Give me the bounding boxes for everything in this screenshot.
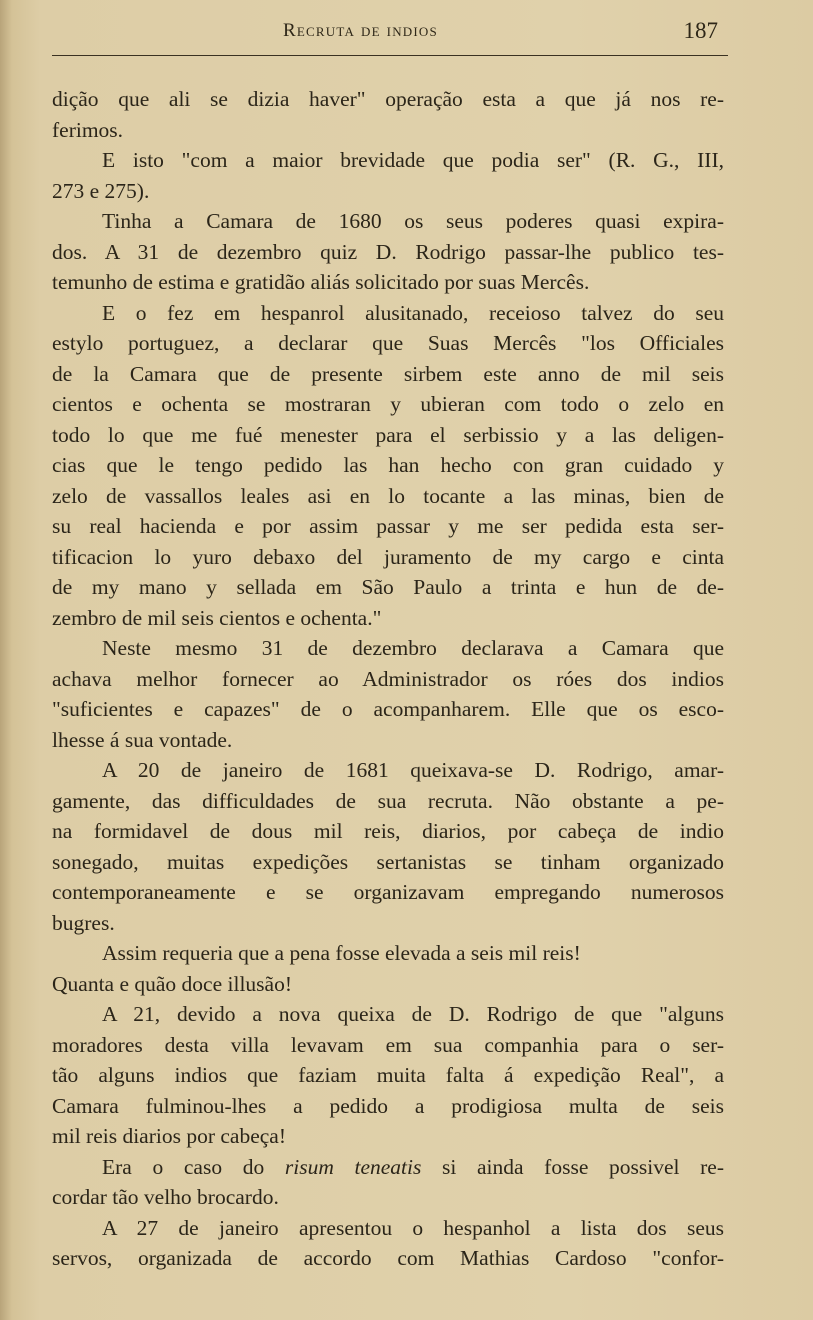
text-line: zembro de mil seis cientos e ochenta." bbox=[52, 605, 382, 630]
text-segment: Era o caso do bbox=[102, 1154, 285, 1179]
header-rule bbox=[52, 55, 728, 56]
text-segment: si ainda fosse possivel re- bbox=[421, 1154, 724, 1179]
text-line: na formidavel de dous mil reis, diarios, por cabeça de indio bbox=[52, 819, 724, 843]
text-line bbox=[52, 1152, 724, 1183]
page-number: 187 bbox=[683, 18, 718, 43]
text-line: tão alguns indios que faziam muita falta á expedição Real", a bbox=[52, 1063, 724, 1087]
latin-phrase: risum teneatis bbox=[284, 1154, 422, 1179]
text-line: E o fez em hespanrol alusitanado, receioso talvez do seu bbox=[102, 300, 724, 325]
text-line: Tinha a Camara de 1680 os seus poderes quasi expira- bbox=[102, 209, 724, 233]
text-line: cientos e ochenta se mostraran y ubieran com todo o zelo en bbox=[52, 392, 724, 416]
text-line: todo lo que me fué menester para el serbissio y a las deligen- bbox=[52, 422, 724, 447]
text-line: mil reis diarios por cabeça! bbox=[52, 1124, 287, 1148]
body-text bbox=[52, 84, 724, 1274]
text-line: moradores desta villa levavam em sua companhia para o ser- bbox=[52, 1032, 724, 1057]
text-line: E isto "com a maior brevidade que podia ser" (R. G., III, bbox=[102, 148, 724, 172]
text-line: A 20 de janeiro de 1681 queixava-se D. Rodrigo, amar- bbox=[102, 758, 724, 782]
text-line: cias que le tengo pedido las han hecho con gran cuidado y bbox=[52, 453, 724, 477]
text-line: Camara fulminou-lhes a pedido a prodigiosa multa de seis bbox=[52, 1093, 724, 1118]
text-line: dição que ali se dizia haver" operação esta a que já nos re- bbox=[52, 87, 724, 111]
text-line: de my mano y sellada em São Paulo a trinta e hun de de- bbox=[52, 575, 724, 599]
text-line: gamente, das difficuldades de sua recruta. Não obstante a pe- bbox=[52, 788, 724, 813]
text-line: tificacion lo yuro debaxo del juramento de my cargo e cinta bbox=[52, 544, 724, 569]
text-line: sonegado, muitas expedições sertanistas se tinham organizado bbox=[52, 849, 724, 874]
text-line: bugres. bbox=[52, 910, 115, 935]
text-line: su real hacienda e por assim passar y me ser pedida esta ser- bbox=[52, 514, 724, 538]
text-line: achava melhor fornecer ao Administrador os róes dos indios bbox=[52, 666, 724, 691]
text-line: "suficientes e capazes" de o acompanharem. Elle que os esco- bbox=[52, 697, 724, 721]
running-title: Recruta de indios bbox=[283, 20, 438, 41]
text-line: de la Camara que de presente sirbem este anno de mil seis bbox=[52, 361, 724, 386]
text-line: A 27 de janeiro apresentou o hespanhol a lista dos seus bbox=[102, 1215, 724, 1240]
text-line: ferimos. bbox=[52, 117, 124, 142]
text-line: estylo portuguez, a declarar que Suas Mercês "los Officiales bbox=[52, 331, 724, 355]
text-line: contemporaneamente e se organizavam empregando numerosos bbox=[52, 880, 724, 904]
text-line: Quanta e quão doce illusão! bbox=[52, 971, 292, 996]
text-line: A 21, devido a nova queixa de D. Rodrigo de que "alguns bbox=[102, 1002, 724, 1026]
text-line: dos. A 31 de dezembro quiz D. Rodrigo passar-lhe publico tes- bbox=[52, 239, 724, 264]
text-line: temunho de estima e gratidão aliás solicitado por suas Mercês. bbox=[52, 270, 590, 294]
text-line: zelo de vassallos leales asi en lo tocante a las minas, bien de bbox=[52, 483, 724, 508]
text-line: 273 e 275). bbox=[52, 178, 150, 203]
text-line: lhesse á sua vontade. bbox=[52, 727, 233, 752]
text-line: servos, organizada de accordo com Mathias Cardoso "confor- bbox=[52, 1246, 724, 1270]
text-line: Neste mesmo 31 de dezembro declarava a Camara que bbox=[102, 636, 724, 660]
page-header bbox=[52, 20, 724, 52]
text-line: Assim requeria que a pena fosse elevada a seis mil reis! bbox=[102, 941, 581, 965]
text-line: cordar tão velho brocardo. bbox=[52, 1185, 279, 1209]
